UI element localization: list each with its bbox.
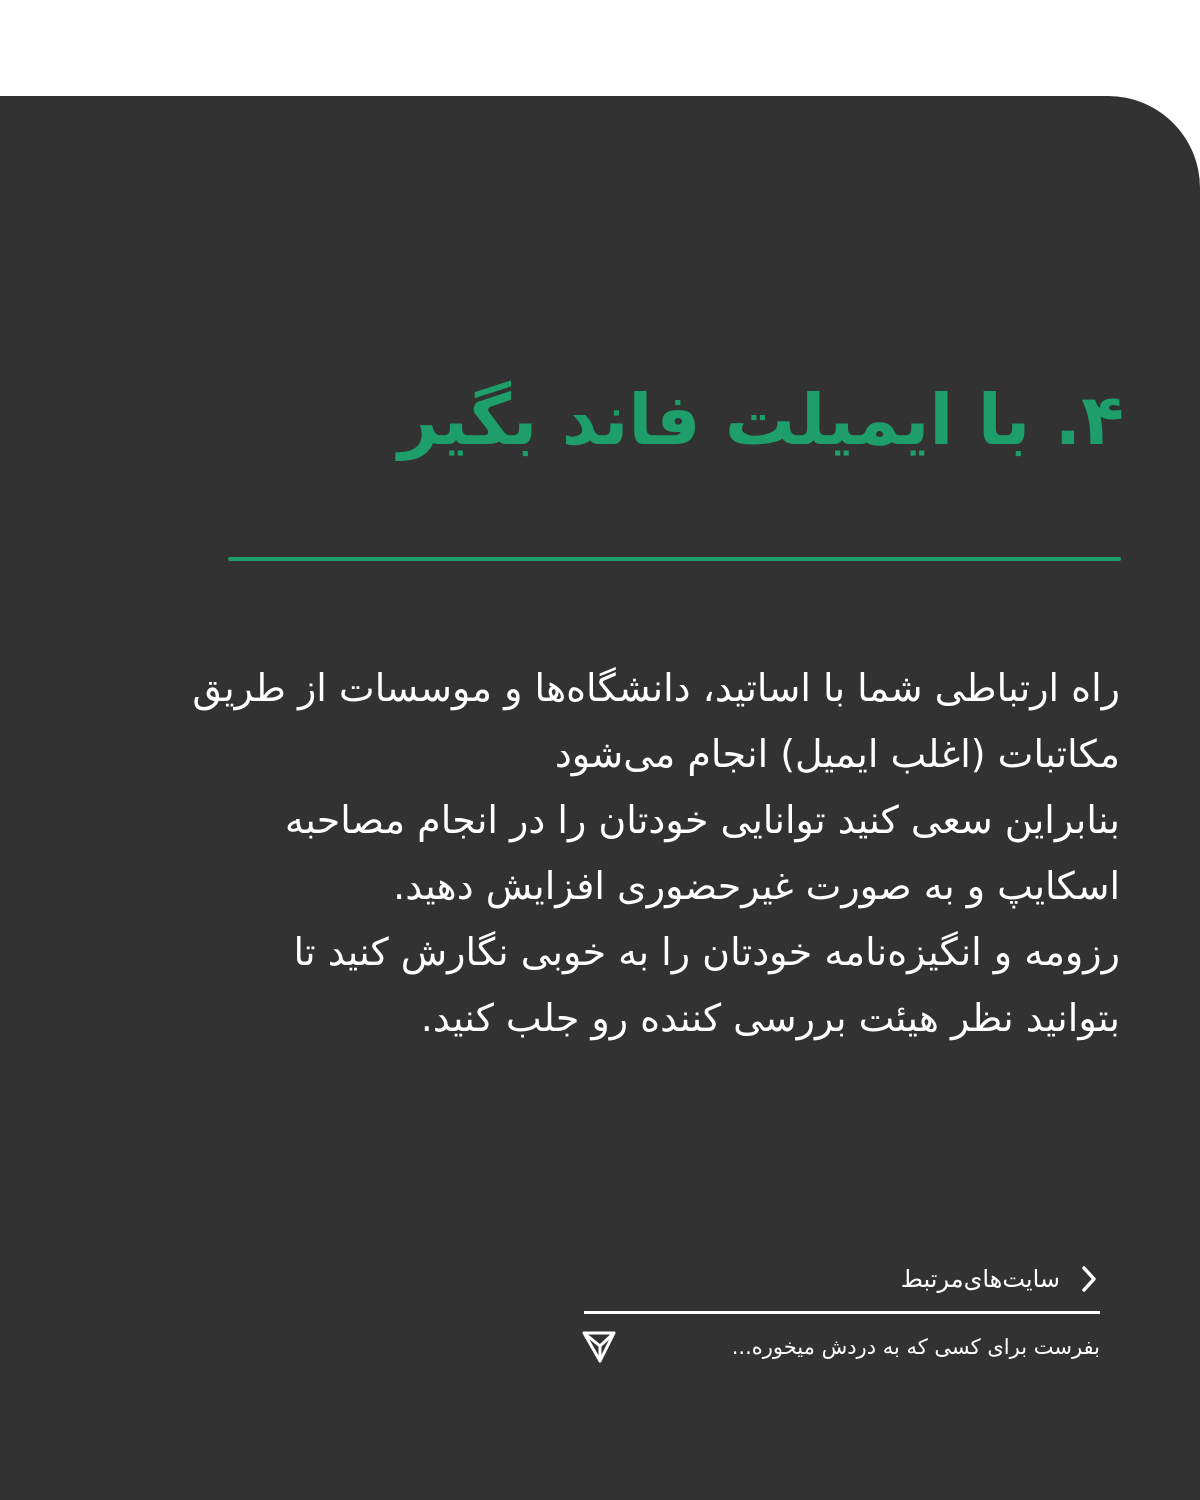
share-link[interactable] — [580, 1325, 1100, 1369]
body-line: بتوانید نظر هیئت بررسی کننده رو جلب کنید. — [420, 996, 1120, 1040]
body-paragraph — [140, 655, 1120, 1051]
body-line: بنابراین سعی کنید توانایی خودتان را در انجام مصاحبه — [284, 798, 1120, 842]
title-divider — [228, 557, 1121, 561]
page-title: ۴. با ایمیلت فاند بگیر — [398, 379, 1124, 461]
related-sites-link[interactable] — [901, 1255, 1100, 1303]
chevron-right-icon — [1078, 1264, 1100, 1294]
footer — [580, 1255, 1100, 1375]
share-label: بفرست برای کسی که به دردش میخوره... — [731, 1335, 1100, 1359]
send-paper-plane-icon — [580, 1328, 618, 1366]
body-line: مکاتبات (اغلب ایمیل) انجام می‌شود — [554, 732, 1120, 776]
body-line: راه ارتباطی شما با اساتید، دانشگاه‌ها و موسسات از طریق — [192, 666, 1120, 710]
body-line: رزومه و انگیزه‌نامه خودتان را به خوبی نگارش کنید تا — [293, 930, 1120, 974]
footer-divider — [584, 1311, 1100, 1314]
related-sites-label: سایت‌های‌مرتبط — [900, 1265, 1060, 1293]
body-line: اسکایپ و به صورت غیرحضوری افزایش دهید. — [393, 864, 1120, 908]
